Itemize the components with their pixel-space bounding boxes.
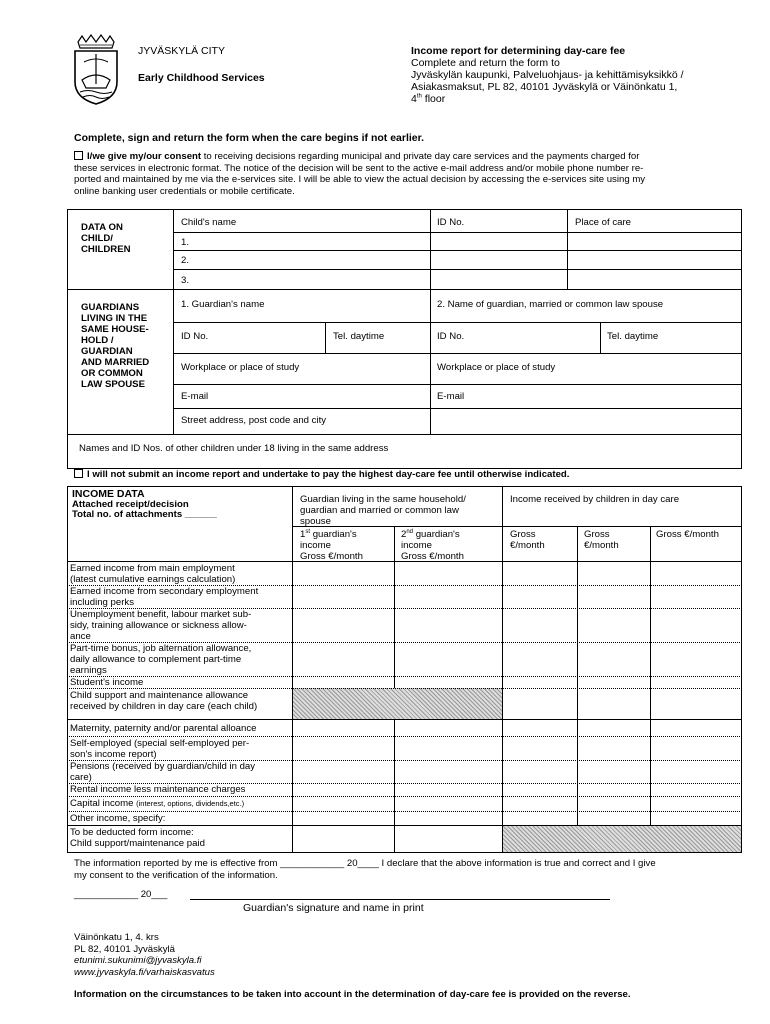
guardian2-id-field[interactable]: ID No. [437, 331, 465, 342]
no-report-option: I will not submit an income report and undertake to pay the highest day-care fee until otherwise indicated. [74, 469, 569, 480]
street-address-field[interactable]: Street address, post code and city [181, 415, 327, 426]
guardian2-workplace-field[interactable]: Workplace or place of study [437, 362, 556, 373]
child-name-header: Child's name [181, 217, 237, 228]
signature-label: Guardian's signature and name in print [243, 902, 424, 914]
consent-checkbox[interactable] [74, 151, 83, 160]
city-name: JYVÄSKYLÄ CITY [138, 45, 225, 57]
guardian-income-header: Guardian living in the same household/ guardian and married or common law spouse [300, 494, 466, 527]
guardian1-income-col: 1st guardian's income Gross €/month [300, 528, 363, 562]
children-income-header: Income received by children in day care [510, 494, 680, 505]
return-line-4: 4th floor [411, 93, 446, 105]
income-row-pensions: Pensions (received by guardian/child in day care) [70, 761, 256, 783]
return-line-2: Jyväskylän kaupunki, Palveluohjaus- ja kehittämisyksikkö / [411, 69, 684, 81]
form-header [411, 45, 751, 105]
child2-income-col: Gross €/month [584, 529, 619, 551]
form-title: Income report for determining day-care fee [411, 45, 626, 57]
return-line-1: Complete and return the form to [411, 57, 560, 69]
child-row-2[interactable]: 2. [181, 255, 190, 266]
hatched-children-cells [503, 826, 741, 852]
guardian1-workplace-field[interactable]: Workplace or place of study [181, 362, 300, 373]
no-report-checkbox[interactable] [74, 469, 83, 478]
income-row-deductions: To be deducted form income: Child support/maintenance paid [70, 827, 205, 849]
guardian2-name-field[interactable]: 2. Name of guardian, married or common law spouse [437, 299, 664, 310]
guardian2-email-field[interactable]: E-mail [437, 391, 465, 402]
income-row-self-employed: Self-employed (special self-employed per- son's income report) [70, 738, 250, 760]
income-row-secondary-employment: Earned income from secondary employment including perks [70, 586, 259, 608]
income-data-header: INCOME DATA Attached receipt/decision Total no. of attachments ______ [72, 488, 217, 520]
guardians-section-label: GUARDIANS LIVING IN THE SAME HOUSE- HOLD / GUARDIAN AND MARRIED OR COMMON LAW SPOUSE [81, 302, 150, 390]
footer-address: Väinönkatu 1, 4. krs PL 82, 40101 Jyväskylä etunimi.sukunimi@jyvaskyla.fi www.jyvaskyla.fi/varhaiskasvatus [74, 932, 215, 978]
guardian1-tel-field[interactable]: Tel. daytime [333, 331, 385, 342]
income-row-unemployment: Unemployment benefit, labour market sub- sidy, training allowance or sickness allow- ance [70, 609, 252, 642]
guardian2-tel-field[interactable]: Tel. daytime [607, 331, 659, 342]
income-row-maternity: Maternity, paternity and/or parental alloance [70, 723, 257, 734]
footer-email: etunimi.sukunimi@jyvaskyla.fi [74, 955, 202, 966]
guardian1-id-field[interactable]: ID No. [181, 331, 209, 342]
income-row-other: Other income, specify: [70, 813, 166, 824]
hatched-guardian-cells [293, 688, 502, 719]
child-row-1[interactable]: 1. [181, 237, 190, 248]
income-row-main-employment: Earned income from main employment (latest cumulative earnings calculation) [70, 563, 236, 585]
footer-web: www.jyvaskyla.fi/varhaiskasvatus [74, 966, 215, 978]
declaration-text: The information reported by me is effective from ____________ 20____ I declare that the above information is true and correct and I give my consent to the verification of the information. [74, 858, 656, 881]
income-row-child-support: Child support and maintenance allowance received by children in day care (each child) [70, 690, 258, 712]
coat-of-arms-logo [72, 34, 120, 106]
income-row-student: Student's income [70, 677, 144, 688]
child-id-header: ID No. [437, 217, 465, 228]
income-row-capital: Capital income (interest, options, dividends,etc.) [70, 798, 245, 809]
instruction-text: Complete, sign and return the form when the care begins if not earlier. [74, 132, 425, 144]
guardian1-email-field[interactable]: E-mail [181, 391, 209, 402]
department-name: Early Childhood Services [138, 72, 265, 84]
return-line-3: Asiakasmaksut, PL 82, 40101 Jyväskylä or Väinönkatu 1, [411, 81, 678, 93]
signature-line[interactable] [190, 899, 610, 900]
children-section-label: DATA ON CHILD/ CHILDREN [81, 222, 131, 255]
child3-income-col: Gross €/month [656, 529, 719, 540]
income-row-rental: Rental income less maintenance charges [70, 784, 246, 795]
child-row-3[interactable]: 3. [181, 275, 190, 286]
signature-date-field[interactable]: ____________ 20___ [74, 889, 168, 900]
child1-income-col: Gross €/month [510, 529, 545, 551]
guardian2-income-col: 2nd guardian's income Gross €/month [401, 528, 464, 562]
income-row-part-time-bonus: Part-time bonus, job alternation allowance, daily allowance to complement part-time earnings [70, 643, 252, 676]
consent-block: I/we give my/our consent to receiving decisions regarding municipal and private day care services and the payments charged for these services in electronic format. The notice of the decision will be sent to the active e-mail address and/or mobile phone number re- ported and maintained by me via the e-services site. I will be able to view the actual decision by accessing the e-services site using my online banking user credentials or mobile certificate. [74, 151, 646, 197]
guardian1-name-field[interactable]: 1. Guardian's name [181, 299, 265, 310]
other-children-field[interactable]: Names and ID Nos. of other children under 18 living in the same address [79, 443, 389, 454]
reverse-note: Information on the circumstances to be taken into account in the determination of day-care fee is provided on the reverse. [74, 989, 631, 1000]
place-of-care-header: Place of care [575, 217, 631, 228]
